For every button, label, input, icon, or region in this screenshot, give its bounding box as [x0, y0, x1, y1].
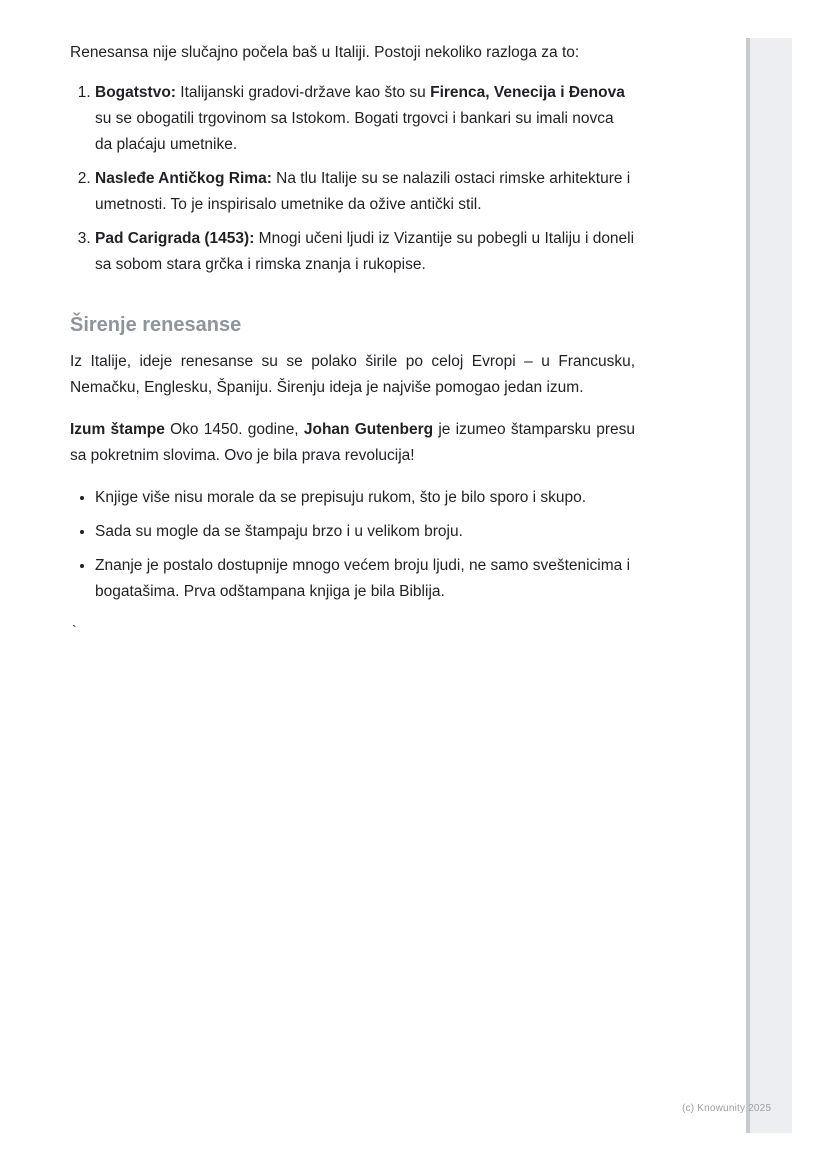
effect-item: • Znanje je postalo dostupnije mnogo većem broju ljudi, ne samo sveštenicima i bogatašima. Prva odštampana knjiga je bila Biblija.	[95, 553, 635, 605]
intro-paragraph: Renesansa nije slučajno počela baš u Italiji. Postoji nekoliko razloga za to:	[70, 44, 580, 61]
inventor-name: Johan Gutenberg	[303, 421, 434, 438]
reason-title: Pad Carigrada (1453):	[95, 230, 255, 247]
reasons-list	[70, 80, 635, 278]
reason-item	[95, 80, 635, 158]
spread-paragraph: Iz Italije, ideje renesanse su se polako širile po celoj Evropi – u Francusku, Nemačku, Englesku, Španiju. Širenju ideja je najviše pomogao jedan izum.	[70, 353, 635, 396]
reason-cities: Firenca, Venecija i Đenova	[430, 84, 625, 101]
reason-text: Mnogi učeni ljudi iz Vizantije su pobegli u Italiju i doneli sa sobom stara grčka i rimska znanja i rukopise.	[95, 230, 635, 273]
printing-text-end: je izumeo štamparsku presu sa pokretnim slovima. Ovo je bila prava revolucija!	[70, 421, 635, 464]
copyright-footer: (c) Knowunity 2025	[682, 1103, 772, 1114]
effect-item: • Sada su mogle da se štampaju brzo i u velikom broju.	[95, 519, 635, 545]
stray-backtick: `	[72, 622, 77, 638]
reason-title: Bogatstvo:	[95, 84, 176, 101]
reason-title: Nasleđe Antičkog Rima:	[95, 170, 272, 187]
reason-text: Italijanski gradovi-države kao što su	[175, 84, 431, 101]
printing-text: Oko 1450. godine,	[164, 421, 304, 438]
effects-list	[70, 485, 635, 605]
printing-paragraph	[70, 417, 635, 469]
document-content	[70, 40, 635, 613]
reason-item	[95, 166, 635, 218]
reason-text-end: su se obogatili trgovinom sa Istokom. Bogati trgovci i bankari su imali novca da plaćaju umetnike.	[95, 110, 614, 153]
page-side-rule	[746, 38, 750, 1133]
reason-item	[95, 226, 635, 278]
section-heading: Širenje renesanse	[70, 314, 242, 336]
page-side-strip	[746, 38, 792, 1133]
effect-item: • Knjige više nisu morale da se prepisuju rukom, što je bilo sporo i skupo.	[95, 485, 635, 511]
reason-text: Na tlu Italije su se nalazili ostaci rimske arhitekture i umetnosti. To je inspirisalo umetnike da ožive antički stil.	[95, 170, 631, 213]
printing-label: Izum štampe	[70, 421, 165, 438]
